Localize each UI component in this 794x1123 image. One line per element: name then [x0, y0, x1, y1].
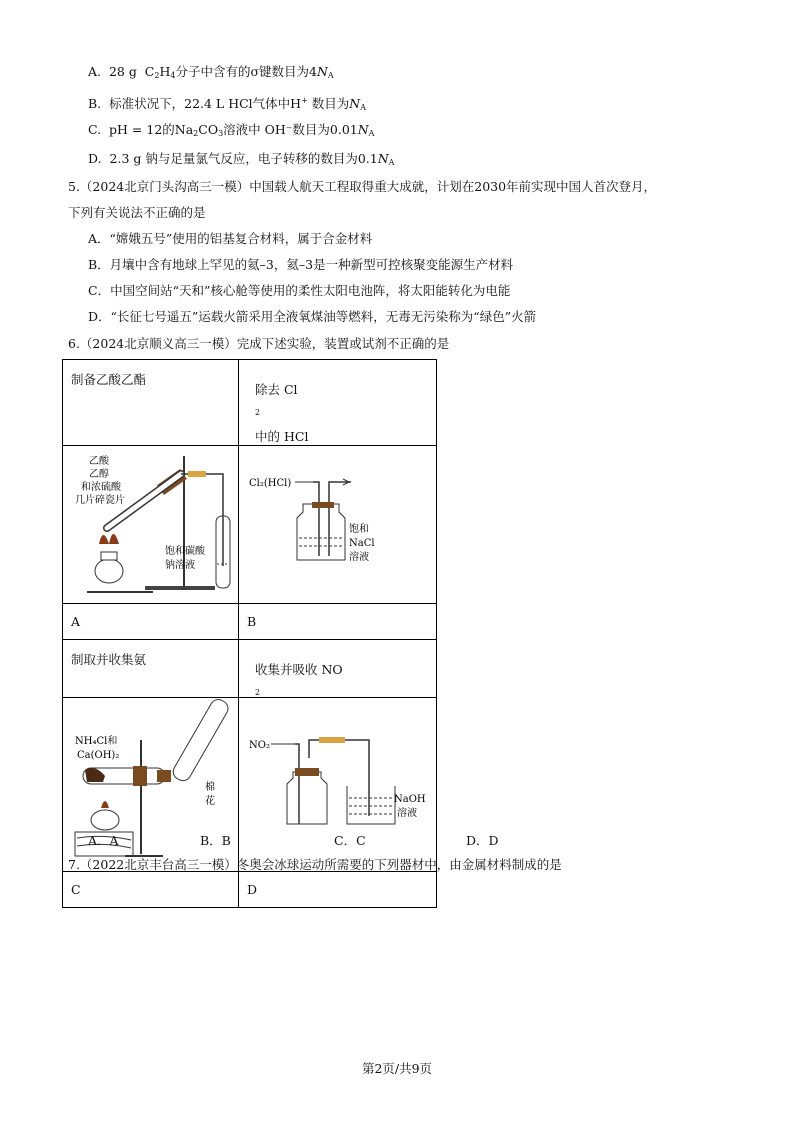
fig-a-label-4: 几片碎瓷片 [75, 495, 125, 506]
cell-c-title: 制取并收集氨 [63, 640, 239, 698]
page-footer: 第2页/共9页 [361, 1061, 433, 1076]
fig-c-label-3: 棉 [205, 782, 215, 793]
fig-c-label-2: Ca(OH)₂ [77, 750, 120, 761]
q5-stem-line1: 5.（2024北京门头沟高三一模）中国载人航天工程取得重大成就，计划在2030年前实现中国人首次登月， [68, 179, 657, 194]
q4-option-b: B. 标准状况下，22.4 L HCl气体中H+ 数目为$N_A$ [88, 96, 366, 112]
fig-b-gas-label: Cl₂(HCl) [249, 478, 292, 489]
esterification-apparatus-figure [63, 446, 238, 600]
fig-a-label-2: 乙醇 [89, 469, 109, 480]
q6-option-b: B．B [200, 833, 231, 848]
fig-b-label-1: 饱和 [349, 524, 369, 535]
q4-option-c: C. pH = 12的$Na_2CO_3$溶液中 OH⁻数目为$0.01N_A$ [88, 122, 375, 138]
fig-d-gas-label: NO₂ [249, 740, 270, 751]
fig-d-label-1: NaOH [394, 794, 426, 805]
fig-a-label-5: 饱和碳酸 [165, 546, 205, 557]
fig-a-label-1: 乙酸 [89, 456, 109, 467]
fig-c-label-4: 花 [205, 796, 215, 807]
q6-option-c: C．C [334, 833, 366, 848]
fig-d-label-2: 溶液 [397, 808, 417, 819]
fig-b-label-3: 溶液 [349, 552, 369, 563]
q6-option-a: A．A [88, 833, 119, 848]
q6-apparatus-table [62, 359, 437, 908]
cell-b-title: 除去 Cl 2 中的 HCl [239, 360, 437, 446]
q5-option-a: A．“嫦娥五号”使用的铝基复合材料，属于合金材料 [88, 231, 373, 246]
q5-option-c: C．中国空间站“天和”核心舱等使用的柔性太阳电池阵，将太阳能转化为电能 [88, 283, 511, 298]
q5-option-b: B．月壤中含有地球上罕见的氦–3，氦–3是一种新型可控核聚变能源生产材料 [88, 257, 514, 272]
q4-option-a: A. 28 g $C_2H_4$分子中含有的σ键数目为$4N_A$ [88, 64, 334, 80]
cell-d-label: D [239, 872, 437, 908]
q4-option-d: D. 2.3 g 钠与足量氯气反应，电子转移的数目为$0.1N_A$ [88, 151, 395, 167]
q5-stem-line2: 下列有关说法不正确的是 [68, 205, 206, 220]
gas-washing-bottle-figure [239, 446, 436, 600]
q6-stem: 6.（2024北京顺义高三一模）完成下述实验，装置或试剂不正确的是 [68, 336, 450, 351]
fig-b-label-2: NaCl [349, 538, 375, 549]
cell-c-label: C [63, 872, 239, 908]
fig-a-label-6: 钠溶液 [165, 560, 195, 571]
cell-a-label: A [63, 604, 239, 640]
q6-option-d: D．D [466, 833, 499, 848]
q7-stem: 7.（2022北京丰台高三一模）冬奥会冰球运动所需要的下列器材中，由金属材料制成的是 [68, 857, 562, 872]
cell-a-figure [63, 446, 239, 604]
cell-d-title: 收集并吸收 NO 2 [239, 640, 437, 698]
fig-c-label-1: NH₄Cl和 [75, 736, 118, 747]
cell-b-figure [239, 446, 437, 604]
cell-b-label: B [239, 604, 437, 640]
cell-a-title: 制备乙酸乙酯 [63, 360, 239, 446]
fig-a-label-3: 和浓硫酸 [81, 482, 121, 493]
q5-option-d: D．“长征七号遥五”运载火箭采用全液氧煤油等燃料，无毒无污染称为“绿色”火箭 [88, 309, 537, 324]
